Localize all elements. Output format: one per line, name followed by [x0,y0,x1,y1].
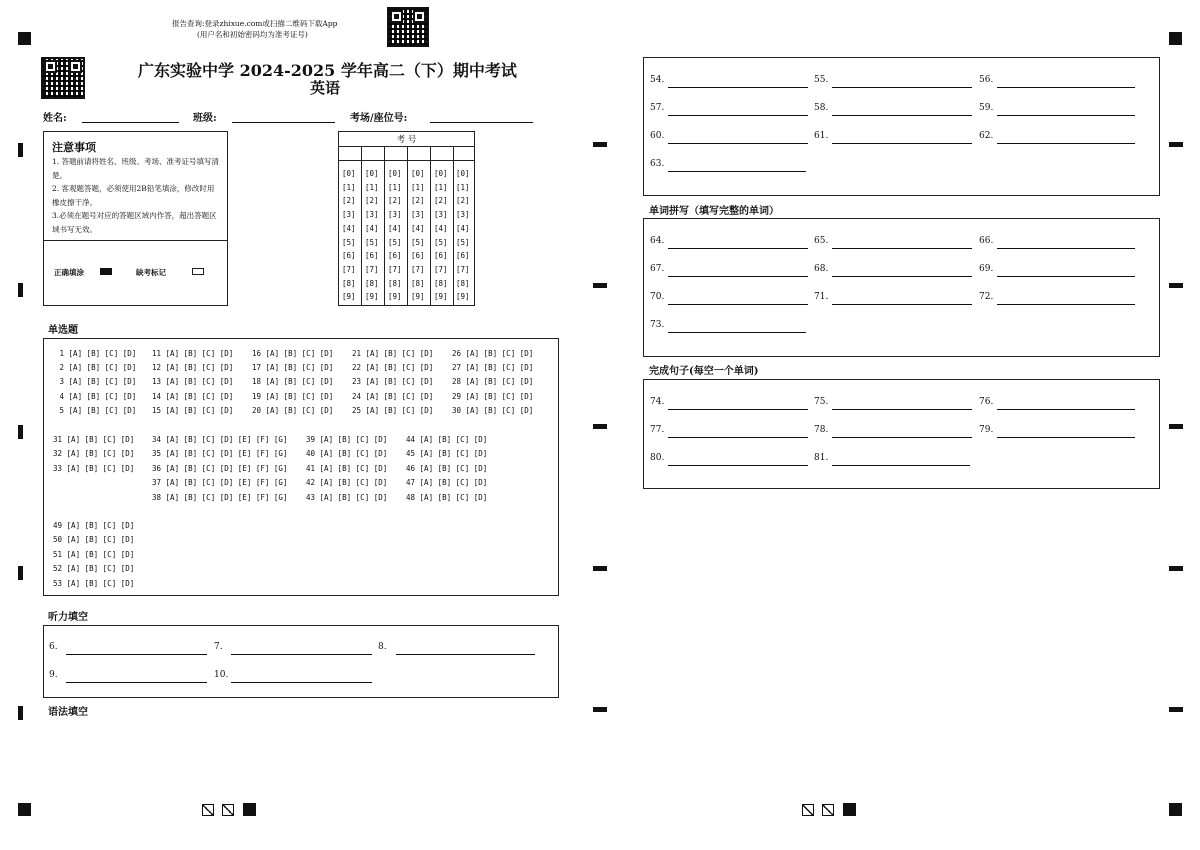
timing-mark [18,706,23,720]
mc-block[interactable]: 1 [A] [B] [C] [D] 2 [A] [B] [C] [D] 3 [A] [B] [C] [D] 4 [A] [B] [C] [D] 5 [A] [B] [C] [D] [59,349,137,415]
exam-id-grid [338,131,475,306]
blank-number: 74. [650,397,665,407]
answer-blank[interactable] [832,465,970,466]
answer-blank[interactable] [668,409,808,410]
room-seat-label: 考场/座位号: [350,113,408,124]
mc-block[interactable]: 39 [A] [B] [C] [D] 40 [A] [B] [C] [D] 41 [A] [B] [C] [D] 42 [A] [B] [C] [D] 43 [A] [B] [C] [D] [306,435,388,502]
mc-block[interactable]: 49 [A] [B] [C] [D] 50 [A] [B] [C] [D] 51 [A] [B] [C] [D] 52 [A] [B] [C] [D] 53 [A] [B] [C] [D] [53,521,135,588]
grid-column-line [430,146,431,306]
answer-blank[interactable] [832,409,972,410]
timing-mark [18,566,23,580]
blank-number: 6. [49,642,58,652]
blank-number: 8. [378,642,387,652]
room-seat-field[interactable] [430,122,533,123]
exam-id-digit-column[interactable]: [0] [1] [2] [3] [4] [5] [6] [7] [8] [9] [388,169,402,302]
answer-blank[interactable] [66,654,207,655]
timing-mark [1169,566,1183,571]
notice-item: 2. 客观题答题，必须使用2B铅笔填涂，修改时用橡皮擦干净。 [52,184,215,207]
section-heading-spelling: 单词拼写（填写完整的单词） [649,206,779,217]
mc-block[interactable]: 21 [A] [B] [C] [D] 22 [A] [B] [C] [D] 23 [A] [B] [C] [D] 24 [A] [B] [C] [D] 25 [A] [B] [C] [D] [352,349,434,415]
page-code-solid [843,803,856,816]
grid-column-line [453,146,454,306]
name-label: 姓名: [43,113,67,124]
subject-title: 英语 [310,79,341,97]
timing-mark [593,142,607,147]
page-title: 广东实验中学 2024-2025 学年高二（下）期中考试 [138,61,517,80]
blank-number: 76. [979,397,994,407]
timing-mark [1169,142,1183,147]
page-code-hatched [222,804,234,816]
timing-mark [18,283,23,297]
answer-blank[interactable] [668,465,808,466]
mc-block[interactable]: 11 [A] [B] [C] [D] 12 [A] [B] [C] [D] 13 [A] [B] [C] [D] 14 [A] [B] [C] [D] 15 [A] [B] [C] [D] [152,349,234,415]
blank-number: 60. [650,131,665,141]
blank-number: 67. [650,264,665,274]
exam-id-digit-column[interactable]: [0] [1] [2] [3] [4] [5] [6] [7] [8] [9] [434,169,448,302]
sentence-box [643,379,1160,489]
answer-blank[interactable] [832,115,972,116]
grid-column-line [407,146,408,306]
blank-number: 56. [979,75,994,85]
blank-number: 68. [814,264,829,274]
correct-fill-sample [100,268,112,275]
blank-number: 78. [814,425,829,435]
answer-blank[interactable] [832,248,972,249]
blank-number: 79. [979,425,994,435]
answer-blank[interactable] [832,276,972,277]
answer-blank[interactable] [668,248,808,249]
absent-mark-label: 缺考标记 [136,268,166,277]
spelling-box [643,218,1160,357]
blank-number: 77. [650,425,665,435]
blank-number: 65. [814,236,829,246]
absent-mark-checkbox[interactable] [192,268,204,275]
notice-heading: 注意事项 [52,141,96,154]
answer-blank[interactable] [668,437,808,438]
answer-blank[interactable] [668,115,808,116]
blank-number: 63. [650,159,665,169]
registration-mark [18,803,31,816]
section-heading-listening: 听力填空 [48,612,88,623]
blank-number: 9. [49,670,58,680]
exam-id-digit-column[interactable]: [0] [1] [2] [3] [4] [5] [6] [7] [8] [9] [411,169,425,302]
mc-block[interactable]: 16 [A] [B] [C] [D] 17 [A] [B] [C] [D] 18 [A] [B] [C] [D] 19 [A] [B] [C] [D] 20 [A] [B] [C] [D] [252,349,334,415]
answer-blank[interactable] [668,304,808,305]
blank-number: 73. [650,320,665,330]
blank-number: 54. [650,75,665,85]
blank-number: 10. [214,670,229,680]
timing-mark [593,707,607,712]
timing-mark [593,283,607,288]
notice-box [43,131,228,306]
section-heading-single-choice: 单选题 [48,325,78,336]
answer-blank[interactable] [668,332,806,333]
answer-blank[interactable] [997,248,1135,249]
grid-column-line [361,146,362,306]
section-heading-grammar: 语法填空 [48,707,88,718]
blank-number: 61. [814,131,829,141]
listening-box [43,625,559,698]
timing-mark [593,424,607,429]
class-label: 班级: [193,113,217,124]
answer-blank[interactable] [231,654,372,655]
class-field[interactable] [232,122,335,123]
mc-block[interactable]: 26 [A] [B] [C] [D] 27 [A] [B] [C] [D] 28 [A] [B] [C] [D] 29 [A] [B] [C] [D] 30 [A] [B] [C] [D] [452,349,534,415]
answer-blank[interactable] [668,276,808,277]
blank-number: 66. [979,236,994,246]
report-query-line: 报告查询:登录zhixue.com或扫描二维码下载App [172,19,338,28]
answer-blank[interactable] [668,87,808,88]
blank-number: 75. [814,397,829,407]
timing-mark [1169,707,1183,712]
answer-blank[interactable] [832,143,972,144]
qr-code-icon [41,57,85,99]
blank-number: 59. [979,103,994,113]
blank-number: 70. [650,292,665,302]
timing-mark [18,143,23,157]
answer-blank[interactable] [997,437,1135,438]
answer-blank[interactable] [231,682,372,683]
blank-number: 64. [650,236,665,246]
report-query-note: (用户名和初始密码均为准考证号) [197,30,308,39]
page-code-hatched [802,804,814,816]
answer-blank[interactable] [997,115,1135,116]
timing-mark [1169,283,1183,288]
blank-number: 80. [650,453,665,463]
blank-number: 7. [214,642,223,652]
mc-block[interactable]: 31 [A] [B] [C] [D] 32 [A] [B] [C] [D] 33 [A] [B] [C] [D] [53,435,135,473]
blank-number: 55. [814,75,829,85]
notice-divider [44,240,227,241]
exam-id-digit-column[interactable]: [0] [1] [2] [3] [4] [5] [6] [7] [8] [9] [365,169,379,302]
answer-blank[interactable] [997,143,1135,144]
page-code-hatched [202,804,214,816]
answer-blank[interactable] [832,87,972,88]
registration-mark [18,32,31,45]
section-heading-sentence: 完成句子(每空一个单词) [649,366,759,377]
answer-blank[interactable] [997,276,1135,277]
grammar-box [643,57,1160,196]
answer-blank[interactable] [997,304,1135,305]
notice-item: 3.必须在题号对应的答题区域内作答，超出答题区域书写无效。 [52,211,217,234]
qr-code-icon [387,7,429,47]
answer-blank[interactable] [66,682,207,683]
exam-id-heading: 考 号 [396,135,417,145]
blank-number: 71. [814,292,829,302]
page-code-solid [243,803,256,816]
blank-number: 81. [814,453,829,463]
answer-blank[interactable] [668,171,806,172]
registration-mark [1169,32,1182,45]
answer-blank[interactable] [997,87,1135,88]
answer-blank[interactable] [832,304,972,305]
blank-number: 58. [814,103,829,113]
timing-mark [18,425,23,439]
blank-number: 72. [979,292,994,302]
exam-id-digit-column[interactable]: [0] [1] [2] [3] [4] [5] [6] [7] [8] [9] [456,169,470,302]
correct-fill-label: 正确填涂 [54,268,84,277]
single-choice-box [43,338,559,596]
blank-number: 62. [979,131,994,141]
name-field[interactable] [82,122,179,123]
blank-number: 69. [979,264,994,274]
timing-mark [1169,424,1183,429]
exam-id-digit-column[interactable]: [0] [1] [2] [3] [4] [5] [6] [7] [8] [9] [342,169,356,302]
notice-item: 1. 答题前请将姓名、班级、考场、准考证号填写清楚。 [52,157,220,180]
timing-mark [593,566,607,571]
answer-blank[interactable] [997,409,1135,410]
mc-block[interactable]: 34 [A] [B] [C] [D] [E] [F] [G] 35 [A] [B] [C] [D] [E] [F] [G] 36 [A] [B] [C] [D] [E] [F] [G] 37 [A] [B] [C] [D] [E] [F] [G] 38 [A] [B] [C] [D] [E] [F] [G] [152,435,288,502]
grid-column-line [384,146,385,306]
mc-block[interactable]: 44 [A] [B] [C] [D] 45 [A] [B] [C] [D] 46 [A] [B] [C] [D] 47 [A] [B] [C] [D] 48 [A] [B] [C] [D] [406,435,488,502]
page-code-hatched [822,804,834,816]
answer-blank[interactable] [668,143,808,144]
blank-number: 57. [650,103,665,113]
registration-mark [1169,803,1182,816]
answer-blank[interactable] [832,437,972,438]
answer-blank[interactable] [396,654,535,655]
